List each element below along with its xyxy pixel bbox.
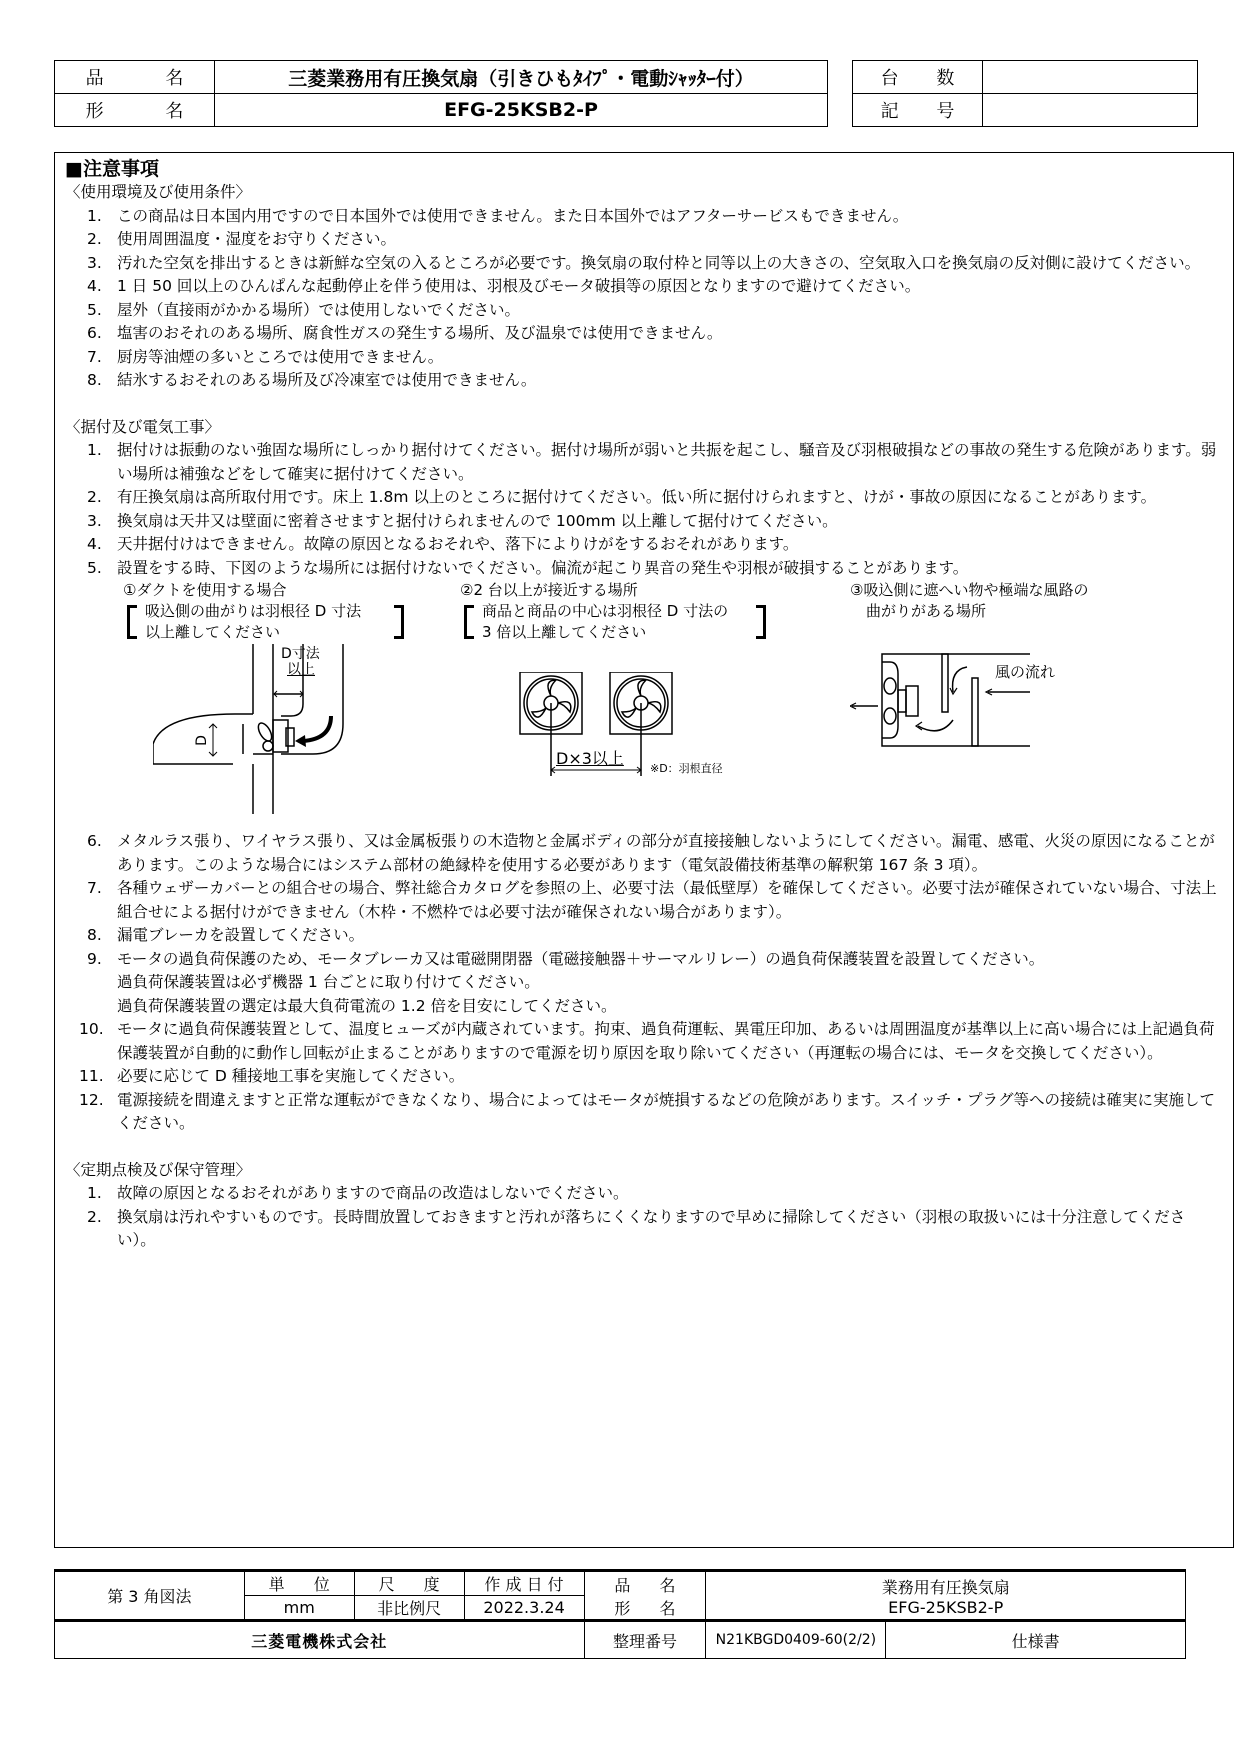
date-value: 2022.3.24	[464, 1596, 584, 1621]
list-item: 8. 漏電ブレーカを設置してください。	[87, 926, 365, 944]
notes-content	[65, 157, 1221, 1253]
list-item: 1. 据付けは振動のない強固な場所にしっかり据付けてください。据付け場所が弱いと共振を起こし、騒音及び羽根破損などの事故の発生する危険があります。弱い場所は補強などをして確実に据付けてください。	[87, 441, 1217, 483]
quantity-label: 台 数	[853, 61, 983, 94]
scale-label: 尺 度	[354, 1571, 464, 1596]
ref-label: 整理番号	[584, 1621, 706, 1659]
maintenance-list	[65, 1182, 1221, 1253]
scale-value: 非比例尺	[354, 1596, 464, 1621]
d-label: D	[193, 735, 210, 746]
list-item: 2. 使用周囲温度・湿度をお守りください。	[87, 230, 397, 248]
unit-label: 単 位	[244, 1571, 354, 1596]
symbol-label: 記 号	[853, 94, 983, 127]
product-name-value: 三菱業務用有圧換気扇（引きひもﾀｲﾌﾟ・電動ｼｬｯﾀｰ付）	[215, 61, 828, 94]
diagram-adjacent-title: ②2 台以上が接近する場所	[460, 581, 638, 599]
dim-label: D×3以上	[556, 749, 624, 768]
section-heading-installation: 〈据付及び電気工事〉	[65, 417, 221, 436]
list-item: 7. 厨房等油煙の多いところでは使用できません。	[87, 347, 444, 366]
quantity-value	[983, 61, 1198, 94]
header-quantity-table	[852, 60, 1198, 127]
model-label: 形 名	[55, 94, 215, 127]
diagram-adjacent-note: 商品と商品の中心は羽根径 D 寸法の 3 倍以上離してください	[460, 601, 770, 643]
list-item: 2. 有圧換気扇は高所取付用です。床上 1.8m 以上のところに据付けてください。低い所に据付けられますと、けが・事故の原因になることがあります。	[87, 488, 1157, 506]
list-item: 8. 結氷するおそれのある場所及び冷凍室では使用できません。	[87, 371, 537, 389]
notes-frame	[54, 152, 1234, 1548]
list-item: 4. 天井据付けはできません。故障の原因となるおそれや、落下によりけがをするおそれがあります。	[87, 535, 799, 553]
diagram-obstruction-title-2: 曲がりがある場所	[866, 602, 987, 620]
list-item: 10. モータに過負荷保護装置として、温度ヒューズが内蔵されています。拘束、過負荷運転、異電圧印加、あるいは周囲温度が基準以上に高い場合には上記過負荷保護装置が自動的に動作し回転が止まることがありますので電源を切り原因を取り除いてください（再運転の場合には、モータを交換してください）。	[79, 1020, 1215, 1062]
list-item: 12. 電源接続を間違えますと正常な運転ができなくなり、場合によってはモータが焼損するなどの危険があります。スイッチ・プラグ等への接続は確実に実施してください。	[79, 1090, 1216, 1132]
doc-type: 仕様書	[886, 1621, 1186, 1659]
airflow-label: 風の流れ	[995, 663, 1056, 681]
company-name: 三菱電機株式会社	[55, 1621, 585, 1659]
product-name-label: 品 名	[55, 61, 215, 94]
symbol-value	[983, 94, 1198, 127]
date-label: 作 成 日 付	[464, 1571, 584, 1596]
installation-diagrams	[65, 580, 1221, 830]
title-block	[54, 1569, 1186, 1659]
footnote: ※D：羽根直径	[650, 762, 723, 775]
list-item: 6. メタルラス張り、ワイヤラス張り、又は金属板張りの木造物と金属ボディの部分が直接接触しないようにしてください。漏電、感電、火災の原因になることがあります。このような場合にはシステム部材の絶縁枠を使用する必要があります（電気設備技術基準の解釈第 167 条 3 項）。	[87, 832, 1215, 874]
ref-value: N21KBGD0409-60(2/2)	[706, 1621, 886, 1659]
list-item: 5. 屋外（直接雨がかかる場所）では使用しないでください。	[87, 300, 521, 319]
unit-value: mm	[244, 1596, 354, 1621]
name-model-values: 業務用有圧換気扇 EFG-25KSB2-P	[706, 1571, 1186, 1621]
list-item: 7. 各種ウェザーカバーとの組合せの場合、弊社総合カタログを参照の上、必要寸法（最低壁厚）を確保してください。必要寸法が確保されていない場合、寸法上組合せによる据付けができません（木枠・不燃枠では必要寸法が確保されない場合があります）。	[87, 879, 1217, 921]
usage-list	[65, 205, 1221, 393]
list-item: 2. 換気扇は汚れやすいものです。長時間放置しておきますと汚れが落ちにくくなりますので早めに掃除してください（羽根の取扱いには十分注意してください）。	[87, 1207, 1186, 1249]
list-item: 1. 故障の原因となるおそれがありますので商品の改造はしないでください。	[87, 1184, 629, 1202]
list-item: 4. 1 日 50 回以上のひんぱんな起動停止を伴う使用は、羽根及びモータ破損等の原因となりますので避けてください。	[87, 277, 921, 295]
list-item: 11. 必要に応じて D 種接地工事を実施してください。	[79, 1067, 465, 1085]
duct-diagram-icon	[153, 644, 393, 814]
name-model-labels: 品 名 形 名	[584, 1571, 706, 1621]
diagram-duct-note: 吸込側の曲がりは羽根径 D 寸法 以上離してください	[123, 601, 408, 643]
projection-method: 第 3 角図法	[55, 1571, 245, 1621]
model-value: EFG-25KSB2-P	[215, 94, 828, 127]
diagram-duct-title: ①ダクトを使用する場合	[123, 581, 287, 599]
diagram-obstruction-title-1: ③吸込側に遮へい物や極端な風路の	[850, 581, 1089, 599]
dim-label: D寸法	[281, 646, 320, 662]
list-item: 5. 設置をする時、下図のような場所には据付けないでください。偏流が起こり異音の発生や羽根が破損することがあります。	[87, 558, 969, 577]
notes-title: ■注意事項	[65, 158, 159, 180]
section-heading-maintenance: 〈定期点検及び保守管理〉	[65, 1160, 252, 1179]
list-item: 6. 塩害のおそれのある場所、腐食性ガスの発生する場所、及び温泉では使用できません。	[87, 324, 723, 342]
installation-list-continued	[65, 830, 1221, 1136]
list-item: 3. 汚れた空気を排出するときは新鮮な空気の入るところが必要です。換気扇の取付枠と同等以上の大きさの、空気取入口を換気扇の反対側に設けてください。	[87, 253, 1201, 272]
header-product-table	[54, 60, 828, 127]
list-item: 9. モータの過負荷保護のため、モータブレーカ又は電磁開閉器（電磁接触器＋サーマルリレー）の過負荷保護装置を設置してください。 過負荷保護装置は必ず機器 1 台ごとに取り付けてください。 過負荷保護装置の選定は最大負荷電流の 1.2 倍を目安にしてください。	[87, 949, 1045, 1015]
diagram-obstruction	[850, 580, 1210, 830]
list-item: 1. この商品は日本国内用ですので日本国外では使用できません。また日本国外ではアフターサービスもできません。	[87, 206, 909, 225]
diagram-adjacent	[460, 580, 800, 830]
dim-label: 以上	[287, 662, 315, 678]
section-heading-usage: 〈使用環境及び使用条件〉	[65, 183, 252, 201]
list-item: 3. 換気扇は天井又は壁面に密着させますと据付けられませんので 100mm 以上離して据付けてください。	[87, 511, 838, 530]
diagram-duct	[123, 580, 463, 830]
installation-list	[65, 439, 1221, 580]
